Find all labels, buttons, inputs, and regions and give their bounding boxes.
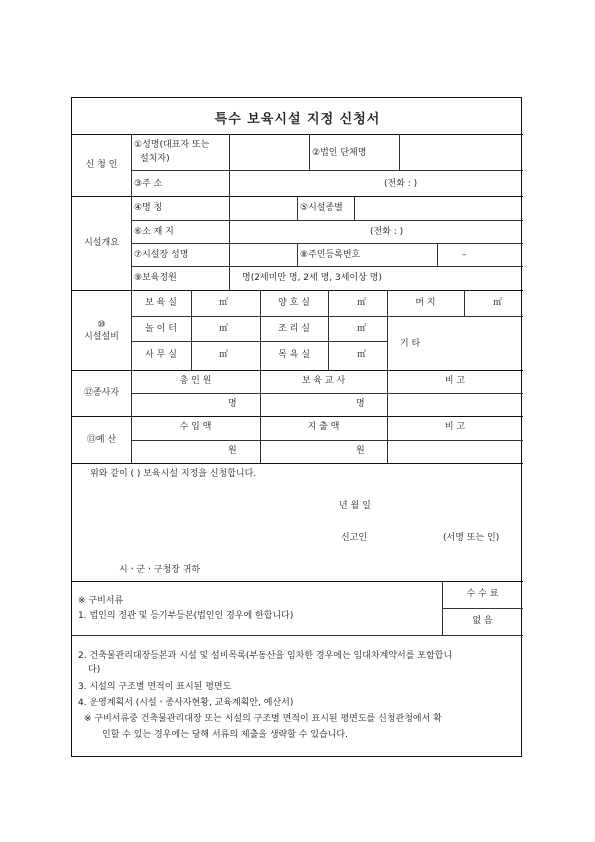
divider [131,170,523,171]
director-label: ⑦시설장 성명 [134,250,189,260]
budget-divider [72,463,523,464]
staff-total-unit: 명 [228,399,237,409]
equipment-bathroom-label: 목 욕 실 [278,350,310,360]
capacity-value: 명(2세미만 명, 2세 명, 3세이상 명) [242,273,382,283]
equipment-other-room-label: 머 지 [415,298,436,308]
declaration-date: 년 월 일 [339,501,371,511]
application-form [71,97,522,757]
facility-divider [72,290,523,291]
equipment-section-number: ⑩ [97,320,106,330]
capacity-label: ⑨보육정원 [134,273,177,283]
equipment-unit: ㎡ [493,298,503,308]
equipment-unit: ㎡ [357,298,367,308]
fee-label: 수 수 료 [466,589,499,599]
equipment-divider [72,370,523,371]
equipment-unit: ㎡ [219,324,229,334]
divider [354,196,355,220]
declaration-signature: (서명 또는 인) [443,533,500,543]
equipment-etc-label: 기 타 [400,339,421,349]
divider [229,134,230,196]
location-label: ⑥소 재 지 [134,227,174,237]
address-label: ③주 소 [134,179,163,189]
equipment-unit: ㎡ [357,350,367,360]
title-divider [72,134,523,135]
staff-teacher-unit: 명 [356,399,365,409]
equipment-unit: ㎡ [219,350,229,360]
location-phone-label: (전화 : ) [370,227,404,237]
divider [464,290,465,316]
budget-income-header: 수 입 액 [179,422,212,432]
budget-expense-unit: 원 [356,446,365,456]
staff-remarks-header: 비 고 [444,376,466,386]
divider [131,220,523,221]
staff-total-header: 총 인 원 [179,376,212,386]
divider [399,134,400,170]
divider [131,440,523,441]
equipment-infirmary-label: 양 호 실 [278,298,310,308]
declaration-recipient: 시ㆍ군ㆍ구청장 귀하 [119,565,201,575]
divider [437,243,438,266]
resident-number-label: ⑧주민등록번호 [300,250,361,260]
applicant-section-label: 신 청 인 [85,160,118,170]
name-label: ①성명(대표자 또는 [134,140,210,150]
equipment-section-label: 시설설비 [84,332,119,342]
divider [297,196,298,220]
name-label-cont: 설치자) [140,154,170,164]
divider [131,243,523,244]
divider [191,290,192,370]
corp-name-label: ②법인 단체명 [312,148,367,158]
facility-section-label: 시설개요 [84,238,119,248]
form-title: 특수 보육시설 지정 신청서 [214,112,381,127]
equipment-unit: ㎡ [357,324,367,334]
budget-section-label: ⑬예 산 [86,435,117,445]
address-phone-label: (전화 : ) [384,179,418,189]
equipment-nursery-label: 보 육 실 [145,298,177,308]
documents-heading: ※ 구비서류 [78,596,124,606]
equipment-office-label: 사 무 실 [145,350,177,360]
resident-number-dash: – [462,250,467,260]
divider [131,393,523,394]
documents-note-cont: 인할 수 있는 경우에는 당해 서류의 제출을 생략할 수 있습니다. [102,730,348,740]
declaration-statement: 위와 같이 ( ) 보육시설 지정을 신청합니다. [90,469,257,479]
fee-divider [442,608,523,609]
divider [297,243,298,266]
document-item-2: 2. 건축물관리대장등본과 시설 및 설비목록(부동산을 임차한 경우에는 임대차계약서를 포함합니 [78,651,453,661]
facility-type-label: ⑤시설종별 [300,203,343,213]
equipment-unit: ㎡ [219,298,229,308]
budget-remarks-header: 비 고 [444,422,466,432]
document-item-3: 3. 시설의 구조별 면적이 표시된 평면도 [78,682,232,692]
divider [131,341,387,342]
document-item-1: 1. 법인의 정관 및 등기부등본(법인인 경우에 한합니다) [78,611,294,621]
declaration-applicant-label: 신고인 [341,533,368,543]
budget-income-unit: 원 [228,446,237,456]
divider [72,635,523,636]
budget-expense-header: 지 출 액 [307,422,340,432]
divider [131,266,523,267]
staff-teacher-header: 보 육 교 사 [301,376,346,386]
staff-section-label: ⑫종사자 [83,388,120,398]
documents-note: ※ 구비서류중 건축물관리대장 또는 시설의 구조별 면적이 표시된 평면도를 신청관청에서 확 [84,714,442,724]
equipment-playground-label: 놀 이 터 [145,324,177,334]
divider [131,316,523,317]
divider [309,134,310,170]
fee-value: 없 음 [472,616,493,626]
staff-divider [72,416,523,417]
declaration-divider [72,581,523,582]
document-item-4: 4. 운영계획서 (시설ㆍ종사자현황, 교육계획안, 예산서) [78,698,294,708]
divider [229,196,230,290]
equipment-kitchen-label: 조 리 실 [278,324,310,334]
facility-name-label: ④명 칭 [134,203,163,213]
divider [328,290,329,370]
document-item-2-cont: 다) [88,665,101,675]
